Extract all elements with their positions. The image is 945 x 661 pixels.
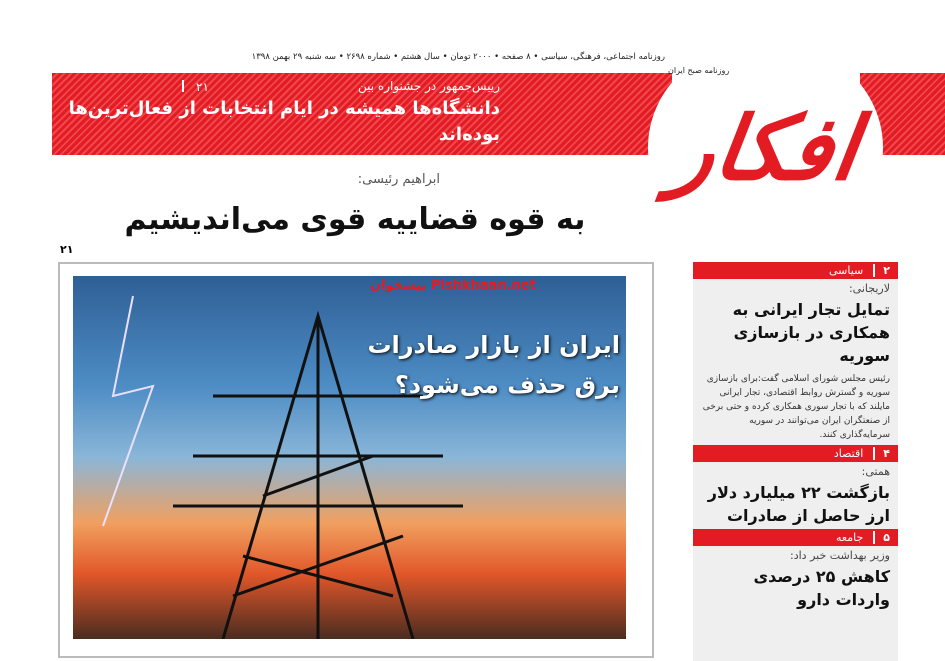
section-page: ۲ [873, 264, 890, 277]
story-headline[interactable]: تمایل تجار ایرانی به همکاری در بازسازی سوریه [732, 300, 890, 365]
section-label: اقتصاد [833, 447, 864, 460]
logo-subtitle: روزنامه صبح ایران [668, 66, 730, 75]
banner-page-number: ۲۱ [196, 80, 209, 94]
section-header-politics[interactable] [693, 262, 898, 279]
story-headline[interactable]: بازگشت ۲۲ میلیارد دلار ارز حاصل از صادرات [707, 483, 890, 525]
story-kicker: لاریجانی: [848, 282, 890, 295]
story-headline[interactable]: کاهش ۲۵ درصدی واردات دارو [753, 567, 890, 609]
story-kicker: وزیر بهداشت خبر داد: [790, 549, 890, 562]
watermark: پیشخوان Pishkhaan.net [370, 278, 536, 293]
main-page-number: ۲۱ [60, 243, 74, 256]
main-headline[interactable]: به قوه قضاییه قوی می‌اندیشیم [124, 202, 586, 237]
section-header-society[interactable] [693, 529, 898, 546]
section-label: سیاسی [829, 264, 864, 277]
section-page: ۴ [873, 447, 890, 460]
story-kicker: همتی: [861, 465, 890, 478]
sidebar [693, 262, 898, 661]
section-page: ۵ [873, 531, 890, 544]
photo-headline[interactable]: ایران از بازار صادرات برق حذف می‌شود؟ [367, 331, 620, 399]
section-label: جامعه [836, 531, 864, 544]
banner-divider [182, 80, 184, 92]
story-body: رئیس مجلس شورای اسلامی گفت:برای بازسازی سوریه و گسترش روابط اقتصادی، تجار ایرانی مایلند که با تجار سوری همکاری کرده و حتی برخی از صنعتگران ایران می‌توانند در سوریه سرمایه‌گذاری کنند. [702, 374, 890, 440]
banner-kicker: رییس‌جمهور در جشنواره بین [358, 79, 500, 93]
banner-headline[interactable]: دانشگاه‌ها همیشه در ایام انتخابات از فعال‌ترین‌ها بوده‌اند [68, 98, 500, 145]
main-kicker: ابراهیم رئیسی: [357, 172, 440, 187]
newspaper-logo: افکار [665, 97, 865, 200]
masthead-info: روزنامه اجتماعی، فرهنگی، سیاسی • ۸ صفحه • ۲۰۰۰ تومان • سال هشتم • شماره ۲۶۹۸ • سه شنبه ۲۹ بهمن ۱۳۹۸ [251, 52, 665, 62]
section-header-economy[interactable] [693, 445, 898, 462]
